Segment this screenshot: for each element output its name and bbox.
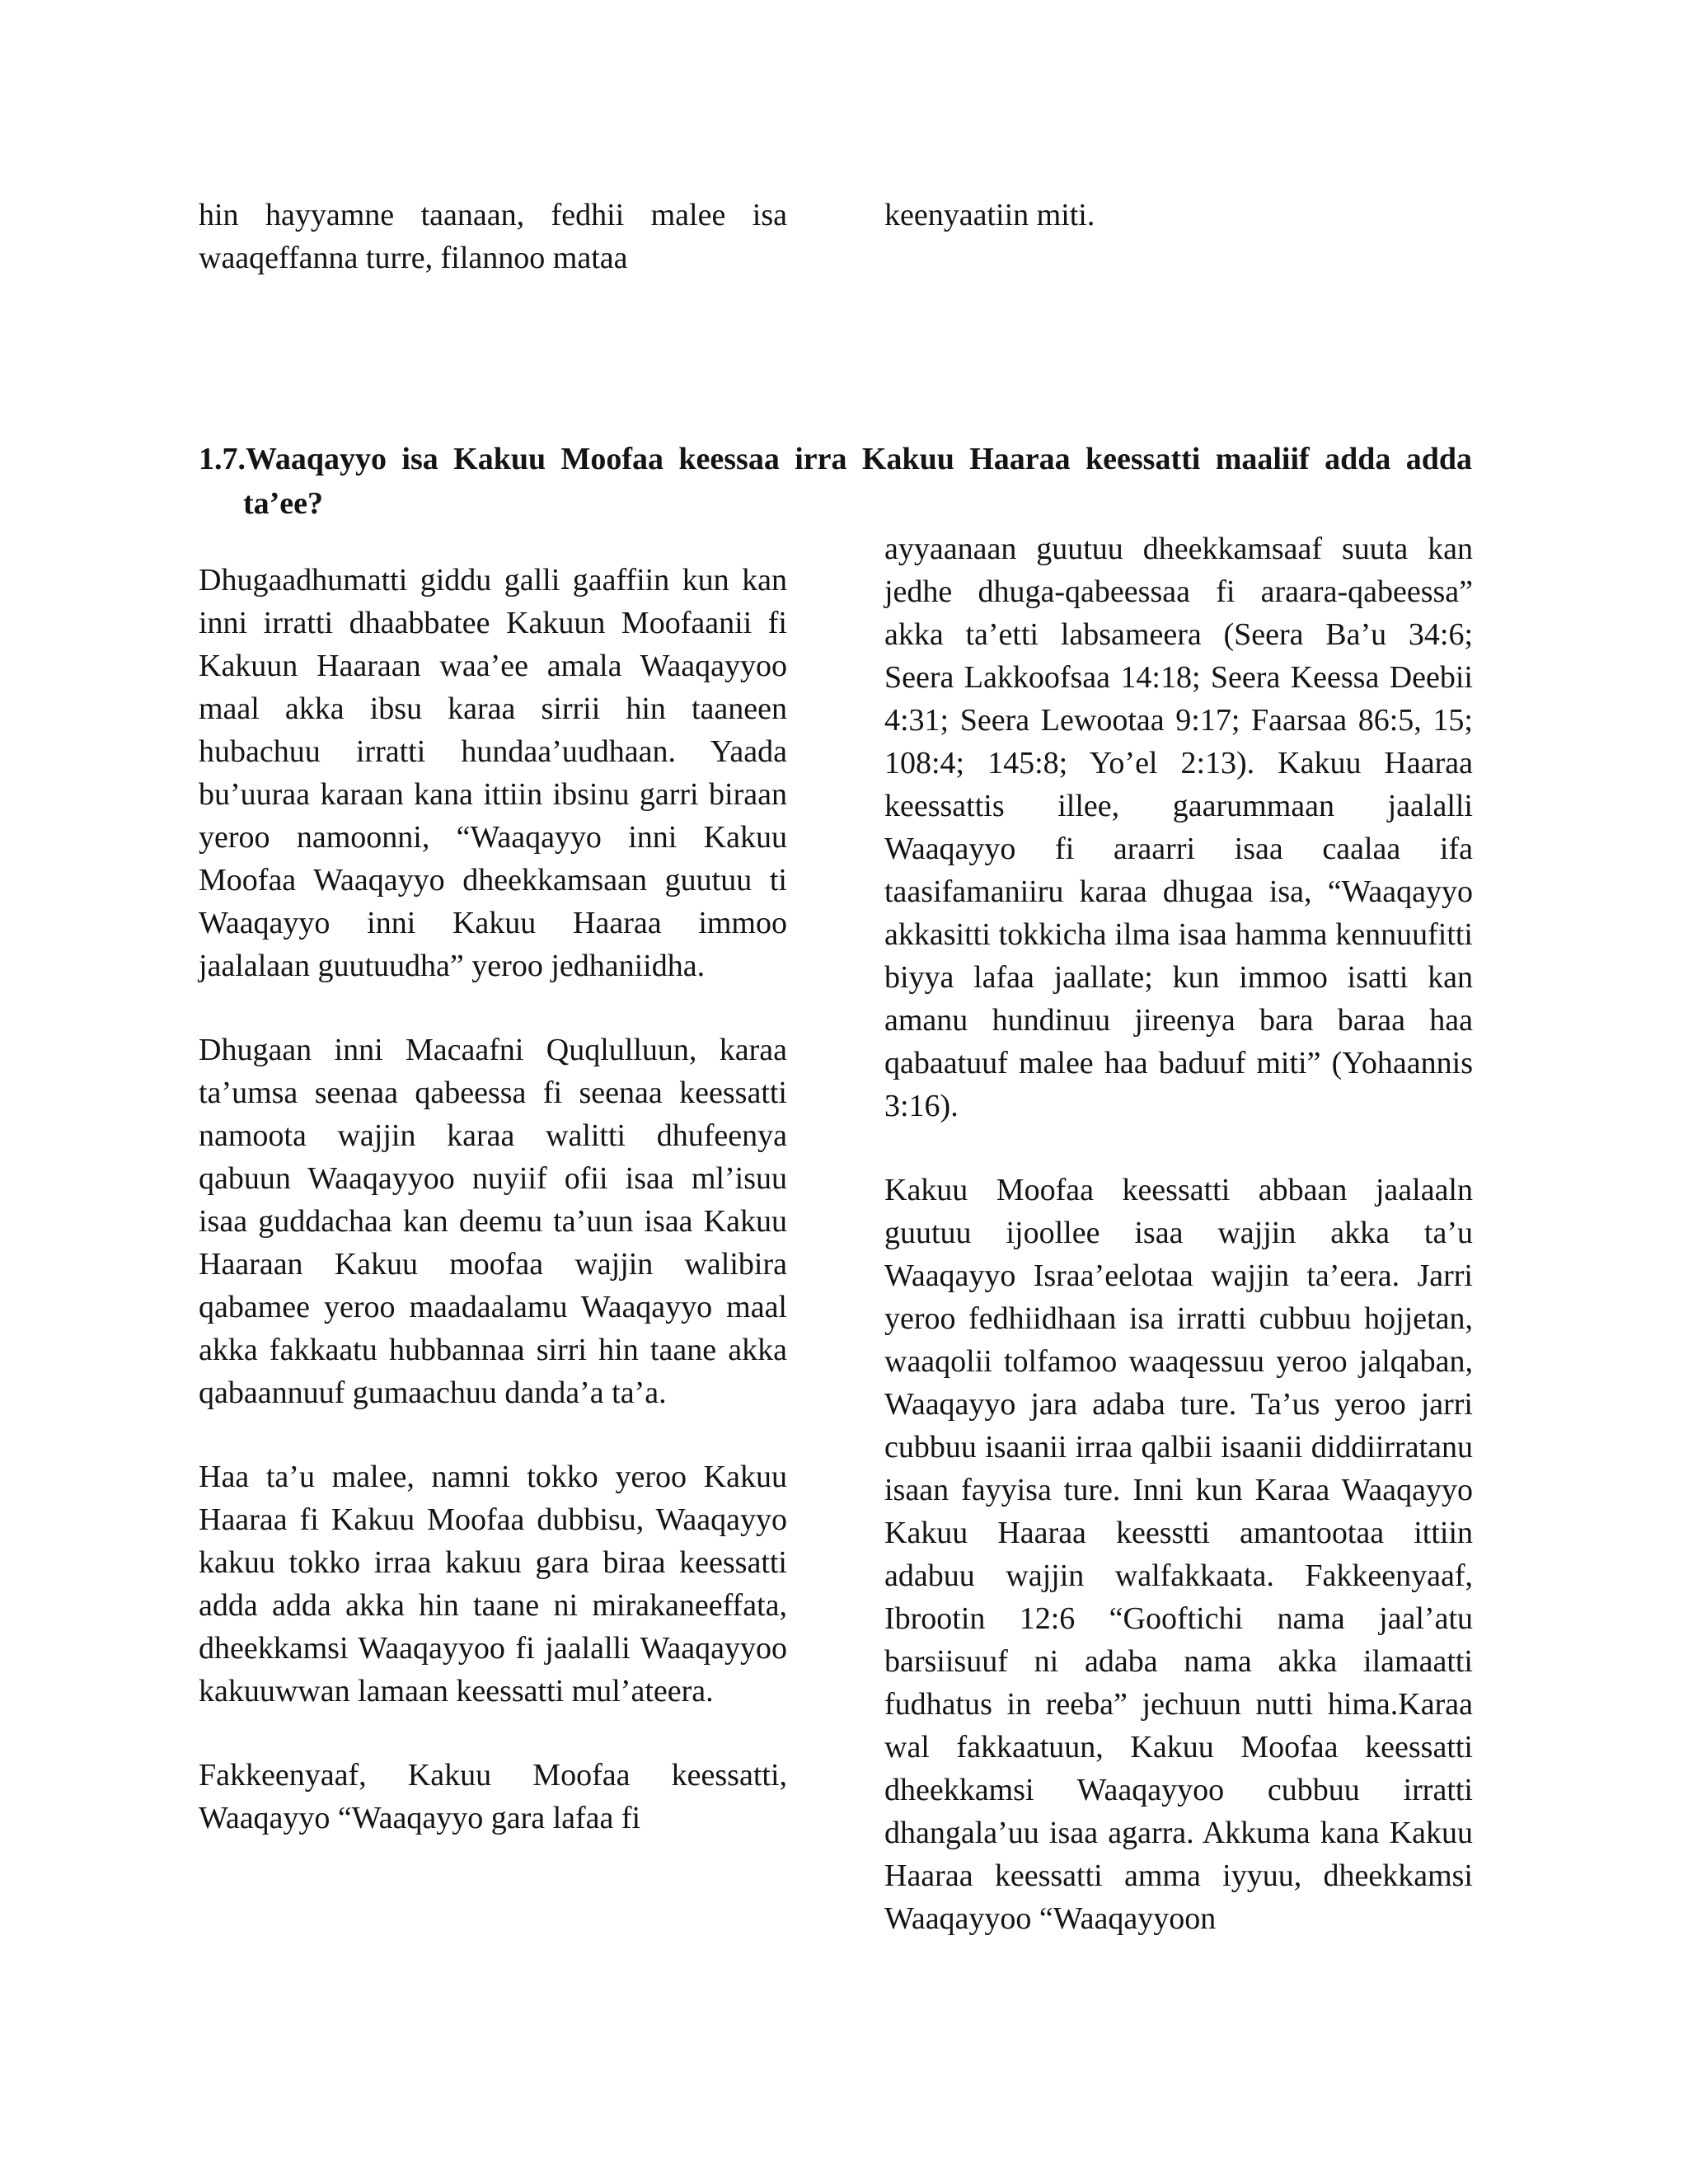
section-heading-line-1: 1.7.Waaqayyo isa Kakuu Moofaa keessaa irra Kakuu Haaraa keessatti maaliif adda adda [199, 442, 1472, 476]
section-heading [199, 437, 1472, 526]
top-left-paragraph: hin hayyamne taanaan, fedhii malee isa waaqeffanna turre, filannoo mataa [199, 198, 787, 275]
top-left-text-block [199, 194, 787, 279]
top-right-paragraph: keenyaatiin miti. [884, 198, 1095, 232]
left-paragraph-2: Dhugaan inni Macaafni Quqlulluun, karaa ta’umsa seenaa qabeessa fi seenaa keessatti namoota wajjin karaa walitti dhufeenya qabuun Waaqayyoo nuyiif ofii isaa ml’isuu isaa guddachaa kan deemu ta’uun isaa Kakuu Haaraan Kakuu moofaa wajjin walibira qabamee yeroo maadaalamu Waaqayyo maal akka fakkaatu hubbannaa sirri hin taane akka qabaannuuf gumaachuu danda’a ta’a. [199, 1033, 787, 1410]
left-paragraph-1: Dhugaadhumatti giddu galli gaaffiin kun kan inni irratti dhaabbatee Kakuun Moofaanii fi Kakuun Haaraan waa’ee amala Waaqayyoo maal akka ibsu karaa sirrii hin taaneen hubachuu irratti hundaa’uudhaan. Yaada bu’uuraa karaan kana ittiin ibsinu garri biraan yeroo namoonni, “Waaqayyo inni Kakuu Moofaa Waaqayyo dheekkamsaan guutuu ti Waaqayyo inni Kakuu Haaraa immoo jaalalaan guutuudha” yeroo jedhaniidha. [199, 563, 787, 983]
left-paragraph-3: Haa ta’u malee, namni tokko yeroo Kakuu Haaraa fi Kakuu Moofaa dubbisu, Waaqayyo kakuu tokko irraa kakuu gara biraa keessatti adda adda akka hin taane ni mirakaneeffata, dheekkamsi Waaqayyoo fi jaalalli Waaqayyoo kakuuwwan lamaan keessatti mul’ateera. [199, 1460, 787, 1708]
section-heading-line-2: ta’ee? [243, 486, 324, 521]
right-paragraph-2: Kakuu Moofaa keessatti abbaan jaalaaln guutuu ijoollee isaa wajjin akka ta’u Waaqayyo Israa’eelotaa wajjin ta’eera. Jarri yeroo fedhiidhaan isa irratti cubbuu hojjetan, waaqolii tolfamoo waaqessuu yeroo jalqaban, Waaqayyo jara adaba ture. Ta’us yeroo jarri cubbuu isaanii irraa qalbii isaanii diddiirratanu isaan fayyisa ture. Inni kun Karaa Waaqayyo Kakuu Haaraa keesstti amantootaa ittiin adabuu wajjin walfakkaata. Fakkeenyaaf, Ibrootin 12:6 “Gooftichi nama jaal’atu barsiisuuf ni adaba nama akka ilamaatti fudhatus in reeba” jechuun nutti hima.Karaa wal fakkaatuun, Kakuu Moofaa keessatti dheekkamsi Waaqayyoo cubbuu irratti dhangala’uu isaa agarra. Akkuma kana Kakuu Haaraa keessatti amma iyyuu, dheekkamsi Waaqayyoo “Waaqayyoon [884, 1173, 1473, 1936]
top-right-text-block [884, 194, 1473, 237]
left-paragraph-4: Fakkeenyaaf, Kakuu Moofaa keessatti, Waaqayyo “Waaqayyo gara lafaa fi [199, 1758, 787, 1835]
left-column [199, 559, 787, 1840]
right-column [884, 527, 1473, 1940]
right-paragraph-1: ayyaanaan guutuu dheekkamsaaf suuta kan jedhe dhuga-qabeessaa fi araara-qabeessa” akka ta’etti labsameera (Seera Ba’u 34:6; Seera Lakkoofsaa 14:18; Seera Keessa Deebii 4:31; Seera Lewootaa 9:17; Faarsaa 86:5, 15; 108:4; 145:8; Yo’el 2:13). Kakuu Haaraa keessattis illee, gaarummaan jaalalli Waaqayyo fi araarri isaa caalaa ifa taasifamaniiru karaa dhugaa isa, “Waaqayyo akkasitti tokkicha ilma isaa hamma kennuufitti biyya lafaa jaallate; kun immoo isatti kan amanu hundinuu jireenya bara baraa haa qabaatuuf malee haa baduuf miti” (Yohaannis 3:16). [884, 532, 1473, 1123]
